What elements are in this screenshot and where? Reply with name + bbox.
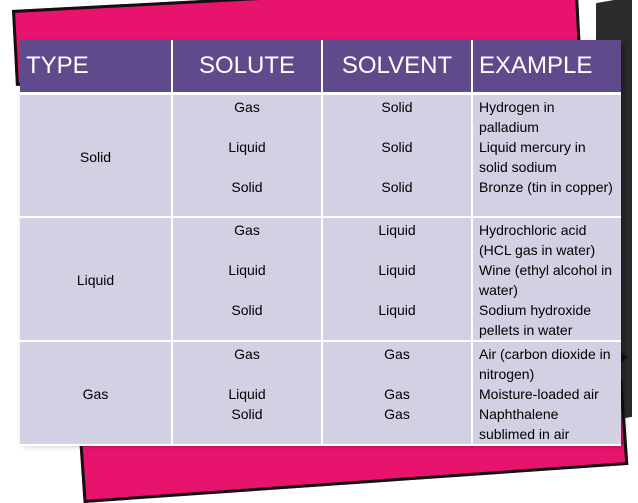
example-cell [472,217,621,341]
solvent-value: Solid [381,139,413,155]
table-row [20,217,621,341]
example-cell [472,94,621,218]
solute-value: Liquid [228,262,266,278]
solute-value: Gas [234,222,260,238]
example-text: Hydrogen in palladium [479,99,555,135]
example-cell [472,341,621,445]
solute-cell [172,341,322,445]
example-text: Air (carbon dioxide in nitrogen) [479,346,611,382]
header-row [20,40,621,94]
solvent-value: Liquid [378,302,416,318]
solute-value: Solid [231,179,263,195]
type-cell: Gas [20,341,172,445]
example-text: Sodium hydroxide pellets in water [479,302,592,338]
solvent-cell [322,94,472,218]
table-row [20,341,621,445]
solvent-value: Gas [384,386,410,402]
solute-cell [172,217,322,341]
solvent-value: Liquid [378,262,416,278]
example-text: Liquid mercury in solid sodium [479,139,586,175]
example-text: Moisture-loaded air [479,386,599,402]
type-cell: Liquid [20,217,172,341]
header-type: TYPE [20,40,172,94]
example-text: Naphthalene sublimed in air [479,406,570,442]
solvent-value: Gas [384,346,410,362]
solute-value: Gas [234,346,260,362]
solute-value: Solid [231,406,263,422]
solvent-value: Gas [384,406,410,422]
solvent-value: Solid [381,99,413,115]
table-row [20,94,621,218]
example-text: Bronze (tin in copper) [479,179,613,195]
type-cell: Solid [20,94,172,218]
solvent-cell [322,341,472,445]
solute-value: Gas [234,99,260,115]
solutions-table [20,40,621,446]
solute-cell [172,94,322,218]
example-text: Hydrochloric acid (HCL gas in water) [479,222,596,258]
solvent-value: Solid [381,179,413,195]
example-text: Wine (ethyl alcohol in water) [479,262,613,298]
solvent-cell [322,217,472,341]
header-example: EXAMPLE [472,40,621,94]
solute-value: Liquid [228,139,266,155]
solvent-value: Liquid [378,222,416,238]
solute-value: Solid [231,302,263,318]
solute-value: Liquid [228,386,266,402]
header-solute: SOLUTE [172,40,322,94]
header-solvent: SOLVENT [322,40,472,94]
